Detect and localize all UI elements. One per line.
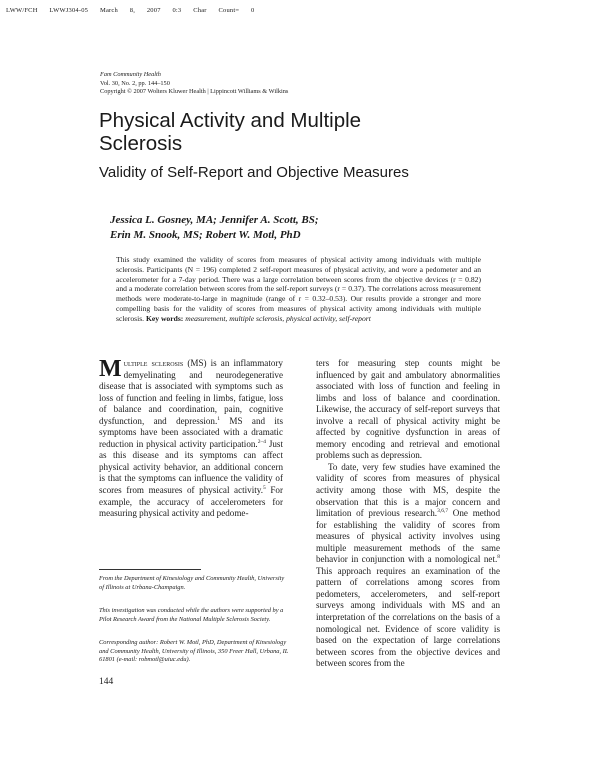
- body-text: Just as this disease and its symptoms can affect physical activity behavior, an additional concern is that the symptoms can influence the validity of scores from measures of physical activity.: [99, 438, 283, 496]
- article-title: Physical Activity and Multiple Sclerosis: [99, 109, 362, 155]
- body-column-1: [99, 358, 283, 520]
- journal-volume: Vol. 30, No. 2, pp. 144–150: [100, 79, 170, 87]
- body-text: One method for establishing the validity of scores from measures of physical activity involves using multiple measurement methods of the same behavior in conjunction with a nomological net.: [316, 508, 500, 565]
- author-line-1: Jessica L. Gosney, MA; Jennifer A. Scott, BS;: [110, 214, 319, 226]
- body-text: For example, the accuracy of accelerometers for measuring physical activity and pedome-: [99, 485, 283, 519]
- author-line-2: Erin M. Snook, MS; Robert W. Motl, PhD: [110, 228, 301, 241]
- running-header: LWW/FCH LWWJ304-05 March 8, 2007 0:3 Char Count= 0: [6, 7, 255, 14]
- abstract-text: This study examined the validity of scores from measures of physical activity among individuals with multiple sclerosis. Participants (N = 196) completed 2 self-report measures of physical activity, and wore a pedometer and an accelerometer for a 7-day period. There was a large correlation between scores from the objective devices (r = 0.82) and a moderate correlation between scores from the self-report surveys (r = 0.37). The correlations across measurement methods were moderate-to-large in magnitude (range of r = 0.32–0.53). Our results provide a stronger and more compelling basis for the validity of scores from measures of physical activity among individuals with multiple sclerosis.: [116, 255, 481, 323]
- citation: 3,6,7: [437, 508, 449, 515]
- body-column-2: [316, 358, 500, 670]
- citation: 2–4: [257, 438, 266, 445]
- drop-cap: M: [99, 356, 122, 382]
- article-subtitle: Validity of Self-Report and Objective Measures: [99, 164, 409, 181]
- body-text: To date, very few studies have examined the validity of scores from measures of physical activity among those with MS, despite the observation that this is a major concern and limitation of previous research.: [316, 461, 500, 519]
- journal-name: Fam Community Health: [100, 71, 161, 78]
- keywords-label: Key words:: [145, 313, 184, 323]
- body-text: MS and its symptoms have been associated with a dramatic reduction in physical activity participation.: [99, 415, 284, 449]
- footnote-affiliation: From the Department of Kinesiology and Community Health, University of Illinois at Urbana-Champaign.: [99, 575, 285, 591]
- abstract: [116, 255, 481, 324]
- citation: 1: [217, 415, 221, 422]
- footnote-divider: [99, 569, 201, 570]
- lead-in: ultiple sclerosis: [123, 358, 184, 368]
- body-paragraph: [99, 358, 283, 520]
- keywords: measurement, multiple sclerosis, physical activity, self-report: [185, 313, 371, 323]
- body-paragraph: ters for measuring step counts might be influenced by gait and ambulatory abnormalities associated with loss of function and feeling in limbs and loss of balance and coordination. Likewise, the accuracy of self-report surveys that involve a recall of physical activity might be affected by cognitive dysfunction in areas of memory encoding and retrieval and emotional problems such as depression.: [316, 358, 500, 461]
- journal-info: [100, 71, 288, 97]
- body-text: (MS) is an inflammatory demyelinating and neurodegenerative disease that is associated with symptoms such as loss of function and feeling in limbs, fatigue, loss of balance and coordination, pain, cognitive dysfunction, and depression.: [99, 358, 283, 426]
- page-number: 144: [99, 677, 114, 687]
- body-text: This approach requires an examination of the pattern of correlations among scores from pedometers, accelerometers, and self-report surveys among individuals with MS and an interpretation of the correlations on the basis of a nomological net. Evidence of score validity is based on the expectation of large correlations between scores from the objective devices and between scores from the: [316, 565, 500, 669]
- footnote-correspondence: Corresponding author: Robert W. Motl, PhD, Department of Kinesiology and Community Health, University of Illinois, 350 Freer Hall, Urbana, IL 61801 (e-mail: robmotl@uiuc.edu).: [99, 639, 289, 664]
- citation: 8: [497, 554, 500, 561]
- body-paragraph: [316, 462, 500, 670]
- journal-copyright: Copyright © 2007 Wolters Kluwer Health | Lippincott Williams & Wilkins: [100, 88, 289, 96]
- citation: 5: [263, 484, 266, 491]
- author-list: [110, 213, 319, 242]
- footnote-funding: This investigation was conducted while the authors were supported by a Pilot Research Award from the National Multiple Sclerosis Society.: [99, 607, 284, 623]
